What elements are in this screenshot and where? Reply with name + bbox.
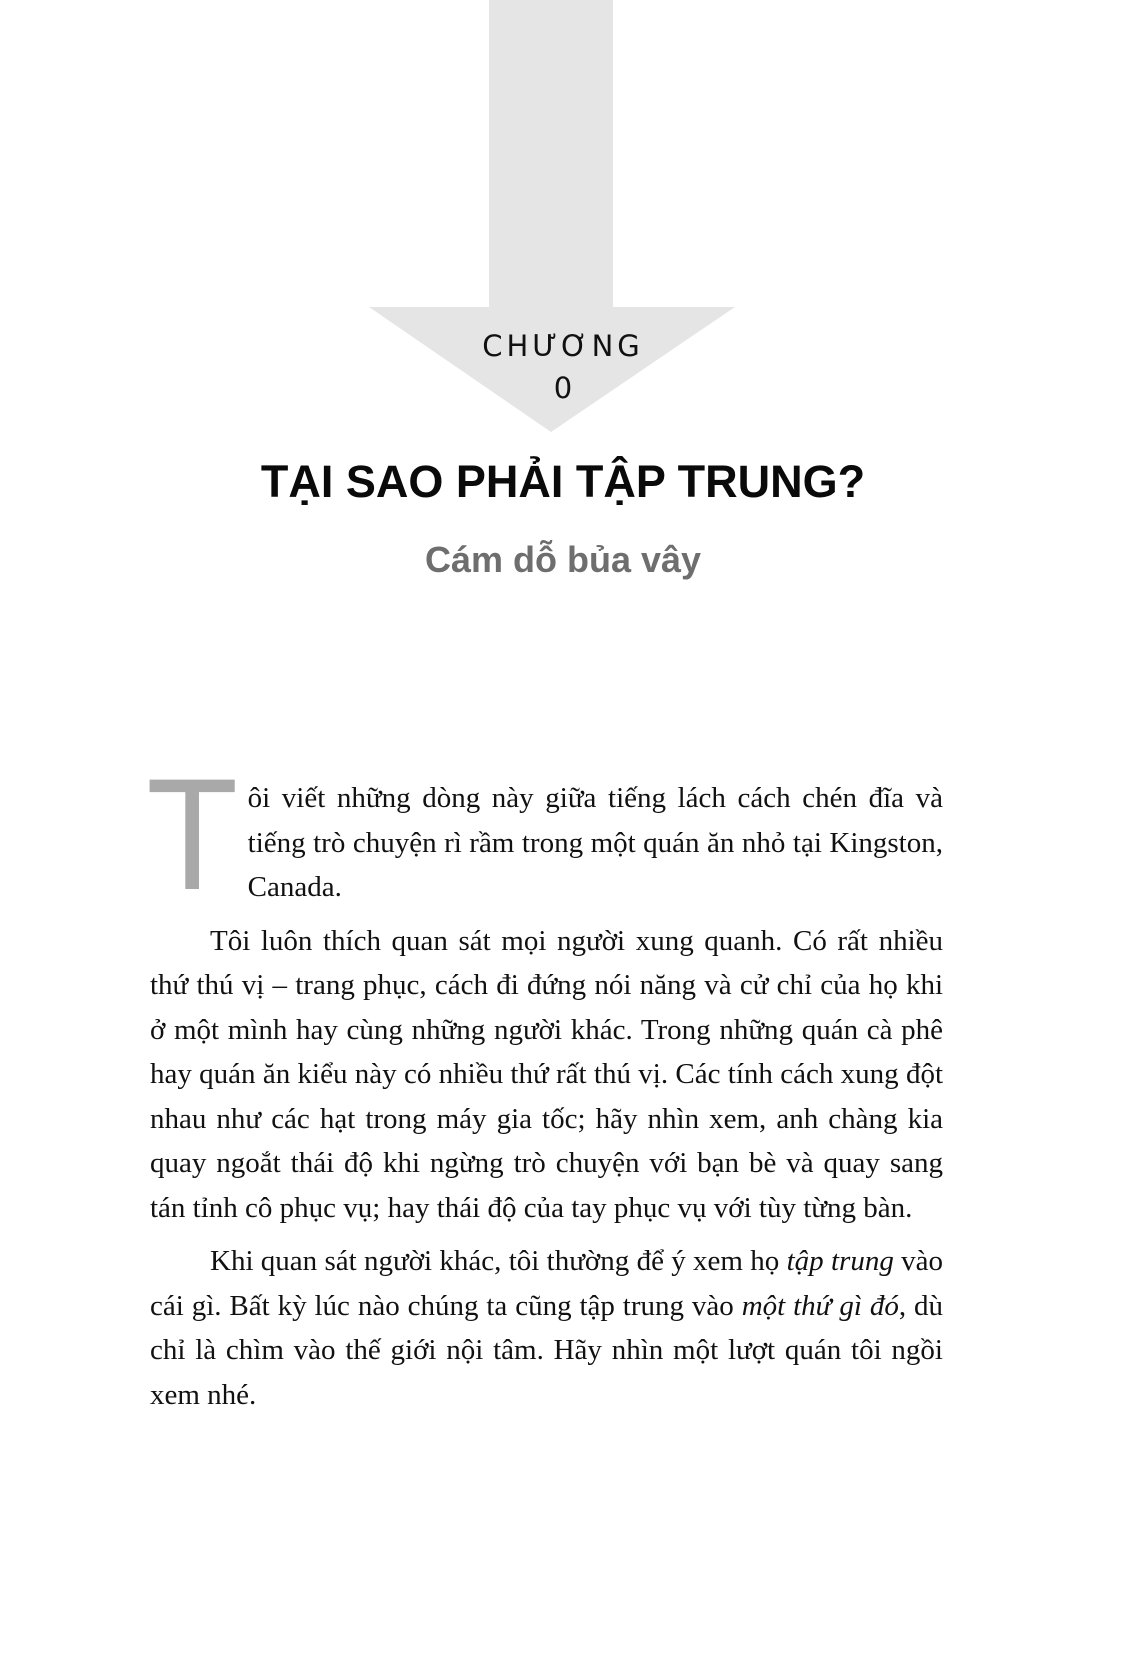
drop-cap: T <box>150 751 235 925</box>
paragraph-3-segment: Khi quan sát người khác, tôi thường để ý xem họ <box>210 1245 787 1277</box>
paragraph-1-text: ôi viết những dòng này giữa tiếng lách cách chén đĩa và tiếng trò chuyện rì rầm trong một quán ăn nhỏ tại Kingston, Canada. <box>247 782 943 903</box>
paragraph-3-emphasis: một thứ gì đó <box>741 1289 899 1322</box>
paragraph-3-segment: , dù chỉ là chìm vào thế giới nội tâm. Hãy nhìn một lượt quán tôi ngồi xem nhé. <box>150 1289 943 1411</box>
paragraph-3-emphasis: tập trung <box>786 1245 894 1277</box>
chapter-label: CHƯƠNG <box>482 329 644 363</box>
chapter-number: 0 <box>553 371 573 405</box>
paragraph-2: Tôi luôn thích quan sát mọi người xung quanh. Có rất nhiều thứ thú vị – trang phục, cách đi đứng nói năng và cử chỉ của họ khi ở một mình hay cùng những người khác. Trong những quán cà phê hay quán ăn kiểu này có nhiều thứ rất thú vị. Các tính cách xung đột nhau như các hạt trong máy gia tốc; hãy nhìn xem, anh chàng kia quay ngoắt thái độ khi ngừng trò chuyện với bạn bè và quay sang tán tỉnh cô phục vụ; hay thái độ của tay phục vụ với tùy từng bàn. <box>150 924 943 1224</box>
paragraph-3-segment: vào cái gì. Bất kỳ lúc nào chúng ta cũng tập trung vào <box>150 1245 944 1322</box>
body-text <box>150 751 944 1426</box>
paragraph-3 <box>150 1239 943 1417</box>
chapter-title: TẠI SAO PHẢI TẬP TRUNG? <box>260 456 866 507</box>
paragraph-1 <box>150 751 943 925</box>
chapter-subtitle: Cám dỗ bủa vây <box>424 539 702 580</box>
